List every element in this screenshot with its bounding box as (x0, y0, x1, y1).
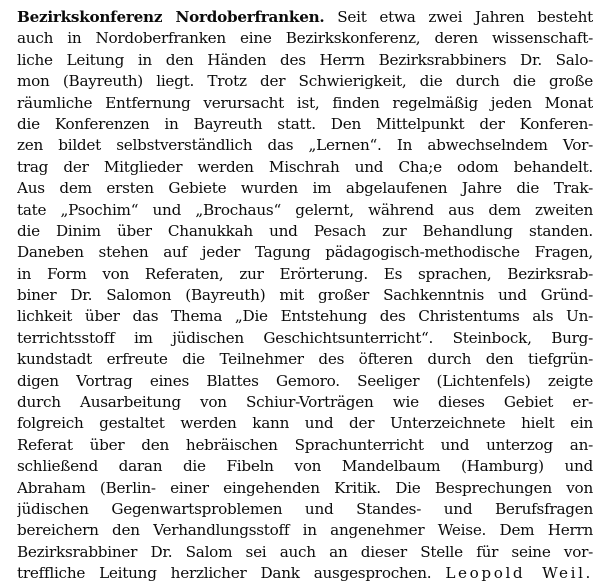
article-line-11: die Dinim über Chanukkah und Pesach zur Behandlung standen. (17, 221, 593, 240)
article-line-27 (17, 563, 593, 584)
article-line-25: bereichern den Verhandlungsstoff in angenehmer Weise. Dem Herrn (17, 521, 593, 540)
article-line-6: die Konferenzen in Bayreuth statt. Den Mittelpunkt der Konferen- (17, 114, 593, 133)
article-line-17: kundstadt erfreute die Teilnehmer des öfteren durch den tiefgrün- (17, 350, 593, 369)
article-line-9: Aus dem ersten Gebiete wurden im abgelaufenen Jahre die Trak- (17, 179, 593, 198)
article-line-5: räumliche Entfernung verursacht ist, finden regelmäßig jeden Monat (17, 93, 593, 112)
article-line-23: Abraham (Berlin- einer eingehenden Kritik. Die Besprechungen von (17, 478, 593, 497)
article-line-8: trag der Mitglieder werden Mischrah und Cha;e odom behandelt. (17, 157, 593, 176)
article-line-19: durch Ausarbeitung von Schiur-Vorträgen wie dieses Gebiet er- (17, 393, 593, 412)
article-line-12: Daneben stehen auf jeder Tagung pädagogisch-methodische Fragen, (17, 243, 593, 262)
article-signature: Leopold Weil. (445, 564, 593, 583)
article-line-14: biner Dr. Salomon (Bayreuth) mit großer Sachkenntnis und Gründ- (17, 286, 593, 305)
article-line-4: mon (Bayreuth) liegt. Trotz der Schwierigkeit, die durch die große (17, 72, 593, 91)
article-line-18: digen Vortrag eines Blattes Gemoro. Seeliger (Lichtenfels) zeigte (17, 371, 593, 390)
article-headline: Bezirkskonferenz Nordoberfranken. (17, 8, 325, 26)
article-line-24: jüdischen Gegenwartsproblemen und Standes- und Berufsfragen (17, 499, 593, 518)
article (17, 7, 593, 585)
article-line-10: tate „Psochim“ und „Brochaus“ gelernt, während aus dem zweiten (17, 200, 593, 219)
article-line-1-text: Seit etwa zwei Jahren besteht (337, 8, 593, 26)
article-line-2: auch in Nordoberfranken eine Bezirkskonferenz, deren wissenschaft- (17, 29, 593, 48)
article-final-line-text: treffliche Leitung herzlicher Dank ausgesprochen. (17, 564, 432, 583)
article-line-26: Bezirksrabbiner Dr. Salom sei auch an dieser Stelle für seine vor- (17, 542, 593, 561)
article-line-16: terrichtsstoff im jüdischen Geschichtsunterricht“. Steinbock, Burg- (17, 328, 593, 347)
article-line-3: liche Leitung in den Händen des Herrn Bezirksrabbiners Dr. Salo- (17, 50, 593, 69)
article-line-13: in Form von Referaten, zur Erörterung. Es sprachen, Bezirksrab- (17, 264, 593, 283)
article-line-20: folgreich gestaltet werden kann und der Unterzeichnete hielt ein (17, 414, 593, 433)
article-line-21: Referat über den hebräischen Sprachunterricht und unterzog an- (17, 435, 593, 454)
article-line-22: schließend daran die Fibeln von Mandelbaum (Hamburg) und (17, 457, 593, 476)
article-line-7: zen bildet selbstverständlich das „Lernen“. In abwechselndem Vor- (17, 136, 593, 155)
article-line-1 (17, 7, 593, 28)
article-line-15: lichkeit über das Thema „Die Entstehung des Christentums als Un- (17, 307, 593, 326)
